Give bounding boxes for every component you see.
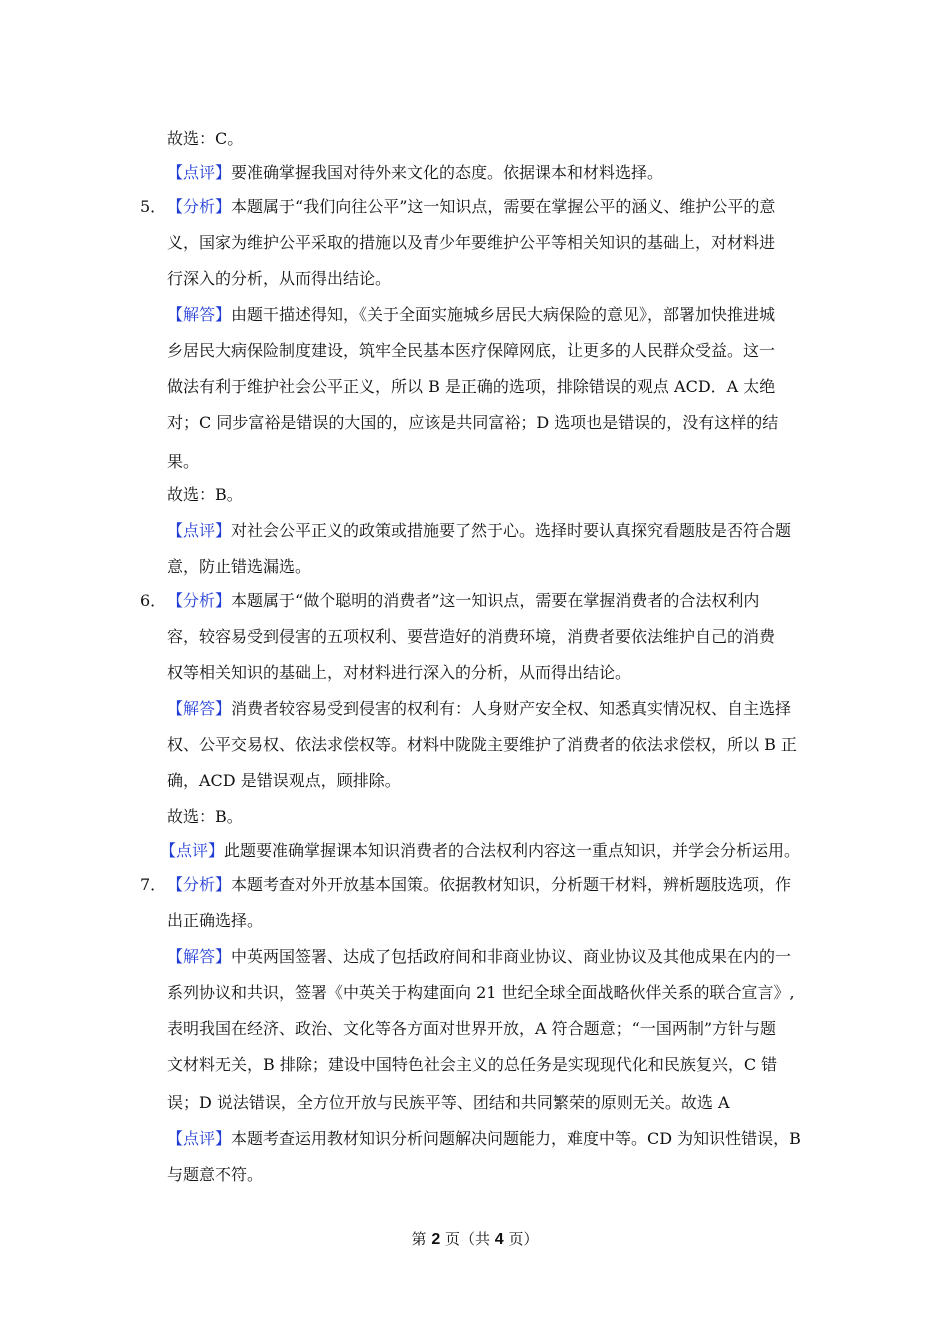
q6-analysis-text: 本题属于“做个聪明的消费者”这一知识点，需要在掌握消费者的合法权利内 — [231, 591, 760, 610]
analysis-tag: 【分析】 — [167, 197, 232, 216]
q5-comment-line — [167, 520, 791, 542]
comment-tag: 【点评】 — [167, 163, 232, 182]
q7-analysis-line: 出正确选择。 — [167, 911, 264, 930]
q7-comment-text: 本题考查运用教材知识分析问题解决问题能力，难度中等。CD 为知识性错误，B — [231, 1129, 801, 1148]
q4-comment-text: 要准确掌握我国对待外来文化的态度。依据课本和材料选择。 — [231, 163, 664, 182]
total-page-count: 4 — [494, 1231, 504, 1248]
current-page-number: 2 — [431, 1231, 441, 1248]
q5-answer-line: 对；C 同步富裕是错误的大国的，应该是共同富裕；D 选项也是错误的，没有这样的结 — [167, 413, 779, 432]
q7-analysis-text: 本题考查对外开放基本国策。依据教材知识，分析题干材料，辨析题肢选项，作 — [231, 875, 792, 894]
q7-answer-text: 中英两国签署、达成了包括政府间和非商业协议、商业协议及其他成果在内的一 — [231, 947, 792, 966]
q6-choice: 故选：B。 — [167, 807, 243, 826]
q7-comment-line — [167, 1128, 801, 1150]
q5-answer-line — [167, 304, 775, 326]
analysis-tag: 【分析】 — [167, 591, 232, 610]
q6-answer-line: 权、公平交易权、依法求偿权等。材料中陇陇主要维护了消费者的依法求偿权，所以 B 正 — [167, 735, 797, 754]
q6-analysis-line — [167, 590, 759, 612]
q5-number: 5． — [140, 197, 167, 216]
q4-comment-line — [167, 162, 663, 184]
q5-choice: 故选：B。 — [167, 485, 243, 504]
answer-tag: 【解答】 — [167, 947, 232, 966]
analysis-tag: 【分析】 — [167, 875, 232, 894]
q7-answer-line: 表明我国在经济、政治、文化等各方面对世界开放，A 符合题意；“一国两制”方针与题 — [167, 1019, 777, 1038]
q5-analysis-line: 义，国家为维护公平采取的措施以及青少年要维护公平等相关知识的基础上，对材料进 — [167, 233, 776, 252]
footer-prefix: 第 — [411, 1230, 432, 1248]
footer-middle: 页（共 — [440, 1230, 495, 1248]
q7-comment-line: 与题意不符。 — [167, 1165, 264, 1184]
answer-tag: 【解答】 — [167, 699, 232, 718]
q6-analysis-line: 权等相关知识的基础上，对材料进行深入的分析，从而得出结论。 — [167, 663, 632, 682]
q6-number: 6． — [140, 591, 167, 610]
q6-analysis-line: 容，较容易受到侵害的五项权利、要营造好的消费环境，消费者要依法维护自己的消费 — [167, 627, 776, 646]
q5-answer-line: 做法有利于维护社会公平正义，所以 B 是正确的选项，排除错误的观点 ACD．A 太绝 — [167, 377, 776, 396]
q6-answer-line: 确，ACD 是错误观点，顾排除。 — [167, 771, 401, 790]
comment-tag: 【点评】 — [167, 521, 232, 540]
q5-answer-text: 由题干描述得知，《关于全面实施城乡居民大病保险的意见》，部署加快推进城 — [231, 305, 776, 324]
q5-answer-line: 乡居民大病保险制度建设，筑牢全民基本医疗保障网底，让更多的人民群众受益。这一 — [167, 341, 776, 360]
q6-comment-line — [160, 840, 800, 862]
q5-comment-line: 意，防止错选漏选。 — [167, 557, 312, 576]
q7-answer-line: 文材料无关，B 排除；建设中国特色社会主义的总任务是实现现代化和民族复兴，C 错 — [167, 1055, 778, 1074]
comment-tag: 【点评】 — [167, 1129, 232, 1148]
q4-choice: 故选：C。 — [167, 129, 244, 148]
comment-tag: 【点评】 — [160, 841, 225, 860]
q5-analysis-text: 本题属于“我们向往公平”这一知识点，需要在掌握公平的涵义、维护公平的意 — [231, 197, 776, 216]
q7-number: 7． — [140, 875, 167, 894]
q5-answer-line: 果。 — [167, 452, 200, 471]
answer-tag: 【解答】 — [167, 305, 232, 324]
q7-analysis-line — [167, 874, 791, 896]
page-footer — [0, 1228, 950, 1251]
q6-answer-line — [167, 698, 791, 720]
footer-suffix: 页） — [503, 1230, 539, 1248]
q7-answer-line: 误；D 说法错误，全方位开放与民族平等、团结和共同繁荣的原则无关。故选 A — [167, 1093, 730, 1112]
q7-answer-line: 系列协议和共识，签署《中英关于构建面向 21 世纪全球全面战略伙伴关系的联合宣言》, — [167, 983, 795, 1002]
q5-comment-text: 对社会公平正义的政策或措施要了然于心。选择时要认真探究看题肢是否符合题 — [231, 521, 792, 540]
q5-analysis-line — [167, 196, 775, 218]
q6-comment-text: 此题要准确掌握课本知识消费者的合法权利内容这一重点知识，并学会分析运用。 — [224, 841, 801, 860]
q5-analysis-line: 行深入的分析，从而得出结论。 — [167, 269, 392, 288]
q7-answer-line — [167, 946, 791, 968]
q6-answer-text: 消费者较容易受到侵害的权利有：人身财产安全权、知悉真实情况权、自主选择 — [231, 699, 792, 718]
